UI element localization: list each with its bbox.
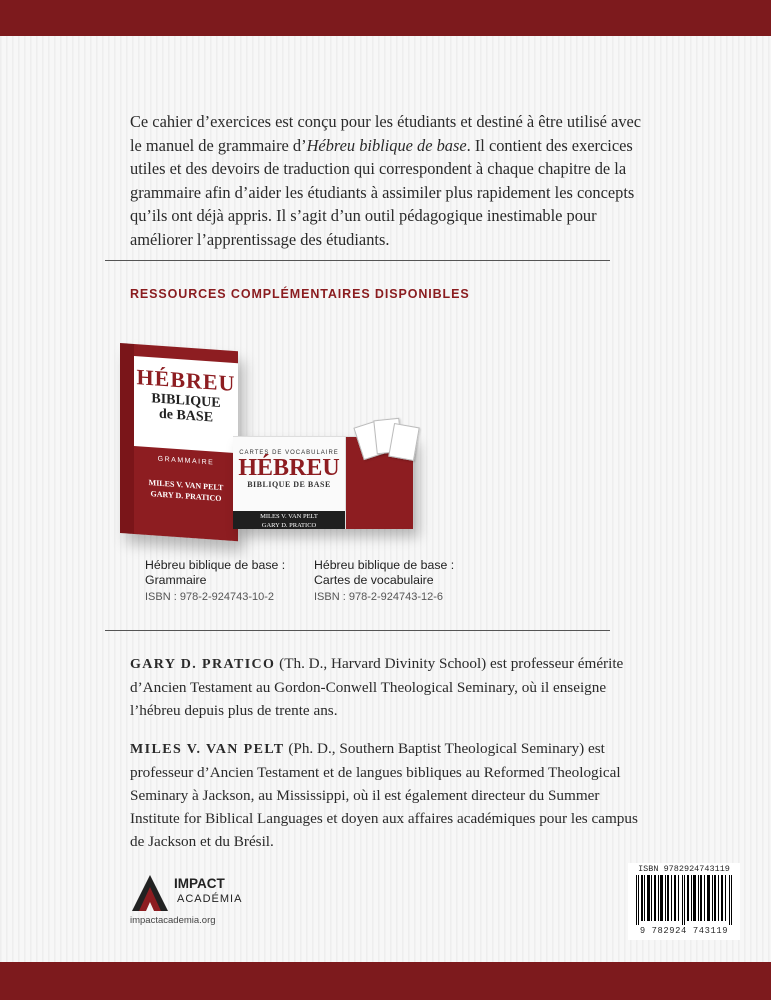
top-band bbox=[0, 0, 771, 36]
divider-top bbox=[105, 260, 610, 261]
publisher-website: impactacademia.org bbox=[130, 915, 216, 926]
book-subtitle: GRAMMAIRE bbox=[157, 455, 215, 467]
cards-author-bar bbox=[233, 511, 345, 529]
book-front bbox=[134, 344, 238, 541]
book-title-3: de BASE bbox=[158, 406, 214, 426]
isbn-barcode bbox=[628, 863, 740, 940]
bottom-band bbox=[0, 962, 771, 1000]
intro-text-1: Ce cahier d’exercices est conçu pour les étudiants et destiné à être utilisé avec le manuel de grammaire d’ bbox=[130, 112, 642, 155]
author-name: GARY D. PRATICO bbox=[130, 657, 276, 672]
book-spine bbox=[120, 343, 134, 534]
author-bio-pratico bbox=[130, 652, 650, 722]
book-title-block bbox=[134, 356, 238, 453]
author-name: MILES V. VAN PELT bbox=[130, 742, 285, 757]
caption-line-2: Cartes de vocabulaire bbox=[314, 572, 434, 587]
publisher-name: IMPACT bbox=[174, 876, 225, 891]
publisher-logo bbox=[130, 873, 243, 913]
caption-line-1: Hébreu biblique de base : bbox=[145, 558, 286, 572]
caption-line-1: Hébreu biblique de base : bbox=[314, 558, 455, 572]
cards-author-1: MILES V. VAN PELT bbox=[260, 513, 318, 520]
cards-label: CARTES DE VOCABULAIRE bbox=[239, 450, 339, 456]
intro-book-title: Hébreu biblique de base bbox=[306, 135, 467, 155]
publisher-logo-icon bbox=[130, 873, 170, 913]
barcode-bars bbox=[634, 875, 734, 925]
intro-paragraph bbox=[130, 110, 650, 252]
intro-text-2: . Il contient des exercices utiles et des devoirs de traduction qui correspondent à chaque chapitre de la grammaire afin d’aider les étudiants à assimiler plus rapidement les concepts qu’ils ont déjà appris. Il s’agit d’un outil pédagogique inestimable pour améliorer l’apprentissage des étudiants. bbox=[130, 135, 635, 249]
publisher-subname: ACADÉMIA bbox=[177, 893, 243, 905]
book-author-1: MILES V. VAN PELT bbox=[148, 478, 224, 493]
cards-author-2: GARY D. PRATICO bbox=[261, 522, 317, 529]
barcode-digits: 9 782924 743119 bbox=[639, 926, 729, 936]
book-title-2: BIBLIQUE bbox=[151, 391, 221, 412]
book-authors bbox=[134, 476, 238, 505]
cards-box-front bbox=[233, 437, 346, 529]
author-bio-vanpelt bbox=[130, 737, 650, 853]
resource-caption-grammar bbox=[145, 558, 285, 605]
caption-line-2: Grammaire bbox=[145, 572, 207, 587]
cards-subtitle: BIBLIQUE DE BASE bbox=[247, 480, 331, 489]
divider-bottom bbox=[105, 630, 610, 631]
cards-title: HÉBREU bbox=[238, 455, 340, 481]
resource-caption-cards bbox=[314, 558, 454, 605]
vocab-cards-box bbox=[233, 436, 413, 529]
author-bio-text: (Th. D., Harvard Divinity School) est professeur émérite d’Ancien Testament au Gordon-Conwell Theological Seminary, où il enseigne l’hébreu depuis plus de trente ans. bbox=[130, 655, 624, 719]
author-bio-text: (Ph. D., Southern Baptist Theological Seminary) est professeur d’Ancien Testament et de langues bibliques au Reformed Theological Seminary à Jackson, au Mississippi, où il est également directeur du Summer Institute for Biblical Languages et doyen aux affaires académiques pour les campus de Jackson et du Brésil. bbox=[130, 740, 638, 850]
barcode-isbn-label: ISBN 9782924743119 bbox=[638, 864, 730, 874]
caption-isbn: ISBN : 978-2-924743-12-6 bbox=[314, 591, 444, 603]
resources-heading: RESSOURCES COMPLÉMENTAIRES DISPONIBLES bbox=[130, 287, 470, 301]
grammar-book-cover bbox=[120, 343, 238, 541]
book-author-2: GARY D. PRATICO bbox=[150, 489, 222, 504]
caption-isbn: ISBN : 978-2-924743-10-2 bbox=[145, 591, 275, 603]
book-title-1: HÉBREU bbox=[136, 364, 236, 397]
vocab-card bbox=[388, 423, 420, 461]
